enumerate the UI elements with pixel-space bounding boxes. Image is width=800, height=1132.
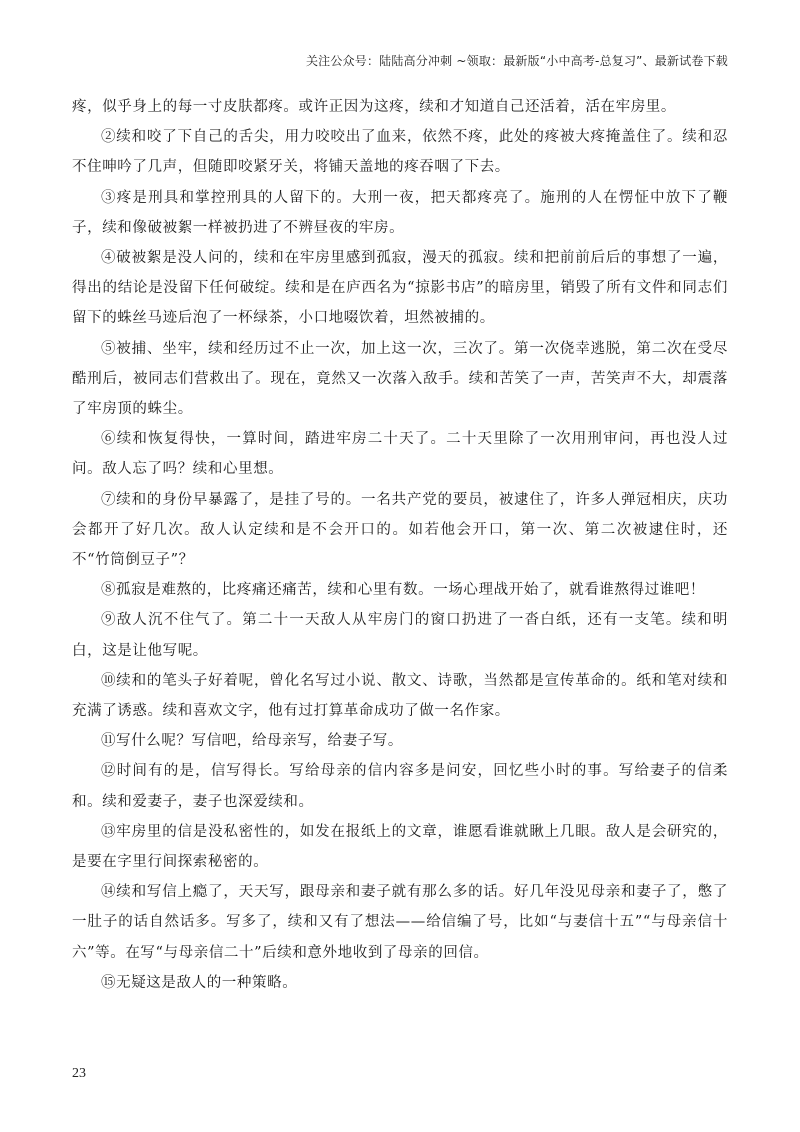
paragraph-15: ⑮无疑这是敌人的一种策略。 — [101, 974, 298, 991]
paragraph-14: ⑭续和写信上瘾了，天天写，跟母亲和妻子就有那么多的话。好几年没见母亲和妻子了，憋了一肚子的话自然话多。写多了，续和又有了想法——给信编了号，比如“与妻信十五”“与母亲信十六”等。在写“与母亲信二十”后续和意外地收到了母亲的回信。 — [72, 884, 728, 961]
paragraph-2: ②续和咬了下自己的舌尖，用力咬咬出了血来，依然不疼，此处的疼被大疼掩盖住了。续和忍不住呻吟了几声，但随即咬紧牙关，将铺天盖地的疼吞咽了下去。 — [72, 129, 728, 176]
paragraph-3: ③疼是刑具和掌控刑具的人留下的。大刑一夜，把天都疼亮了。施刑的人在愣怔中放下了鞭子，续和像破被絮一样被扔进了不辨昼夜的牢房。 — [72, 189, 728, 236]
page-number: 23 — [72, 1066, 86, 1081]
paragraph-10: ⑩续和的笔头子好着呢，曾化名写过小说、散文、诗歌，当然都是宣传革命的。纸和笔对续和充满了诱惑。续和喜欢文字，他有过打算革命成功了做一名作家。 — [72, 672, 728, 720]
page-header: 关注公众号：陆陆高分冲刺 ~领取：最新版“小中高考-总复习”、最新试卷下载 — [305, 54, 728, 68]
paragraph-13: ⑬牢房里的信是没私密性的，如发在报纸上的文章，谁愿看谁就瞅上几眼。敌人是会研究的，是要在字里行间探索秘密的。 — [72, 823, 728, 871]
paragraph-4: ④破被絮是没人问的，续和在牢房里感到孤寂，漫天的孤寂。续和把前前后后的事想了一遍，得出的结论是没留下任何破绽。续和是在庐西名为“掠影书店”的暗房里，销毁了所有文件和同志们留下的蛛丝马迹后泡了一杯绿茶，小口地啜饮着，坦然被捕的。 — [72, 250, 728, 327]
paragraph-6: ⑥续和恢复得快，一算时间，踏进牢房二十天了。二十天里除了一次用刑审问，再也没人过问。敌人忘了吗？续和心里想。 — [72, 431, 728, 478]
paragraph-11: ⑪写什么呢？写信吧，给母亲写，给妻子写。 — [101, 733, 403, 750]
paragraph-5: ⑤被捕、坐牢，续和经历过不止一次，加上这一次，三次了。第一次侥幸逃脱，第二次在受尽酷刑后，被同志们营救出了。现在，竟然又一次落入敌手。续和苦笑了一声，苦笑声不大，却震落了牢房顶的蛛尘。 — [72, 340, 728, 418]
paragraph-7: ⑦续和的身份早暴露了，是挂了号的。一名共产党的要员，被逮住了，许多人弹冠相庆，庆功会都开了好几次。敌人认定续和是不会开口的。如若他会开口，第一次、第二次被逮住时，还不“竹筒倒豆子”？ — [72, 491, 728, 569]
paragraph-9: ⑨敌人沉不住气了。第二十一天敌人从牢房门的窗口扔进了一沓白纸，还有一支笔。续和明白，这是让他写呢。 — [72, 612, 728, 659]
paragraph-1-continued: 疼，似乎身上的每一寸皮肤都疼。或许正因为这疼，续和才知道自己还活着，活在牢房里。 — [72, 99, 676, 115]
article-body — [72, 92, 728, 998]
paragraph-8: ⑧孤寂是难熬的，比疼痛还痛苦，续和心里有数。一场心理战开始了，就看谁熬得过谁吧！ — [101, 582, 705, 599]
paragraph-12: ⑫时间有的是，信写得长。写给母亲的信内容多是问安，回忆些小时的事。写给妻子的信柔和。续和爱妻子，妻子也深爱续和。 — [72, 763, 728, 810]
